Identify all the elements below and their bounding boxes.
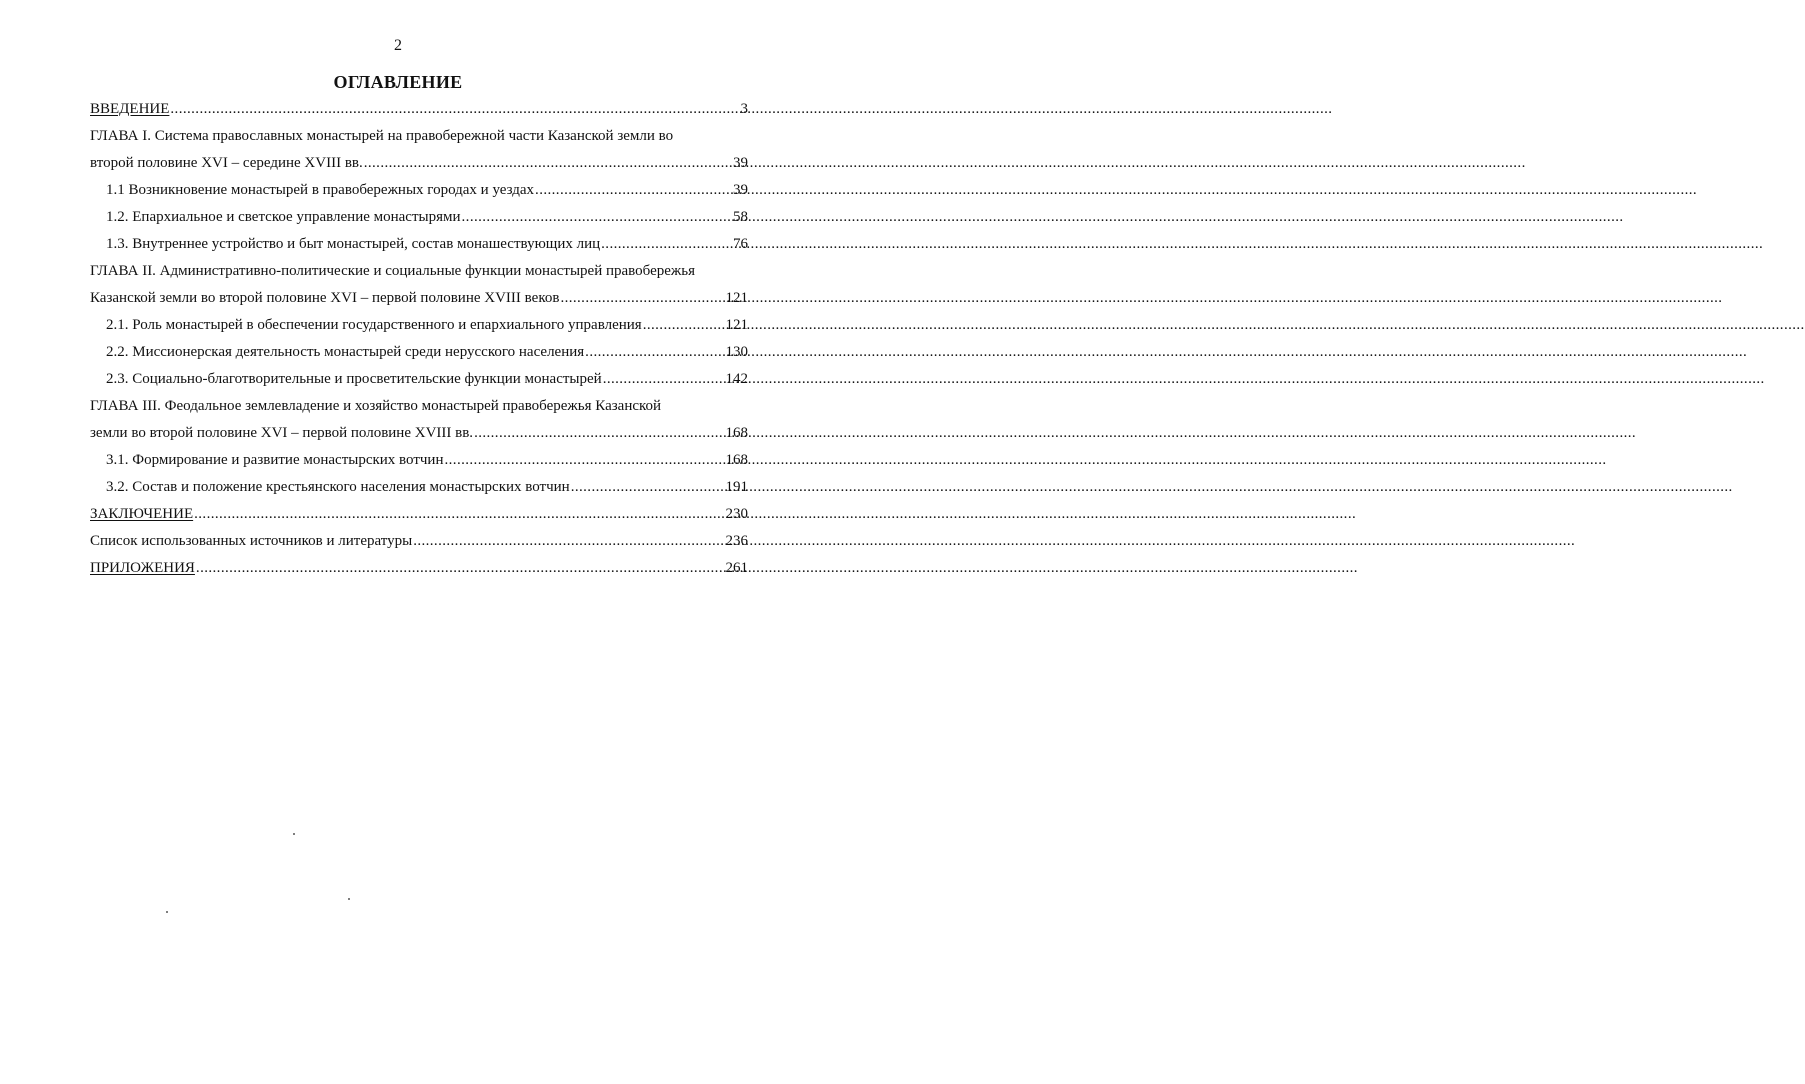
toc-page-number: 230: [725, 506, 748, 522]
dot-leader: [413, 528, 724, 555]
dot-leader: [585, 339, 724, 366]
dot-leader: [462, 204, 732, 231]
toc-entry[interactable]: [90, 177, 748, 204]
toc-entry-title: 2.2. Миссионерская деятельность монастырей среди нерусского населения: [106, 344, 585, 360]
dot-leader: [194, 501, 724, 528]
toc-entry-text-line: ГЛАВА II. Административно-политические и социальные функции монастырей правобережья: [90, 263, 695, 279]
toc-entry[interactable]: [90, 555, 748, 582]
toc-entry[interactable]: [90, 204, 748, 231]
toc-entry[interactable]: [90, 123, 748, 177]
toc-entry-title: второй половине XVI – середине XVIII вв.: [90, 155, 363, 171]
toc-page-number: 130: [725, 344, 748, 360]
dot-leader: [601, 231, 732, 258]
toc-entry-title: 3.2. Состав и положение крестьянского населения монастырских вотчин: [106, 479, 570, 495]
toc-entry[interactable]: [90, 474, 748, 501]
toc-page-number: 39: [733, 155, 748, 171]
toc-page-number: 3: [740, 101, 748, 117]
page-number: 2: [394, 37, 402, 54]
toc-page-number: 121: [725, 290, 748, 306]
dot-leader: [603, 366, 725, 393]
toc-entry-title: 2.1. Роль монастырей в обеспечении государственного и епархиального управления: [106, 317, 642, 333]
toc-page-number: 142: [725, 371, 748, 387]
toc-entry[interactable]: [90, 339, 748, 366]
dot-leader: [535, 177, 732, 204]
toc-entry-title: 1.3. Внутреннее устройство и быт монастырей, состав монашествующих лиц: [106, 236, 601, 252]
toc-page-number: 58: [733, 209, 748, 225]
dot-leader: [445, 447, 725, 474]
toc-entry-title: ПРИЛОЖЕНИЯ: [90, 560, 195, 576]
toc-entry-title: земли во второй половине XVI – первой половине XVIII вв.: [90, 425, 474, 441]
toc-entry[interactable]: [90, 96, 748, 123]
toc-entry[interactable]: [90, 447, 748, 474]
toc-entry-title: Казанской земли во второй половине XVI – первой половине XVIII веков: [90, 290, 560, 306]
toc-page-number: 261: [725, 560, 748, 576]
scan-speck: [293, 833, 295, 835]
toc-entry-title: 3.1. Формирование и развитие монастырских вотчин: [106, 452, 444, 468]
toc-entry-title: ВВЕДЕНИЕ: [90, 101, 170, 117]
dot-leader: [560, 285, 724, 312]
toc-page-number: 191: [725, 479, 748, 495]
dot-leader: [196, 555, 725, 582]
toc-entry[interactable]: [90, 366, 748, 393]
toc-entry[interactable]: [90, 231, 748, 258]
toc-page-number: 76: [733, 236, 748, 252]
table-of-contents: [90, 96, 748, 582]
toc-entry[interactable]: [90, 528, 748, 555]
toc-page-number: 121: [725, 317, 748, 333]
dot-leader: [364, 150, 732, 177]
toc-entry[interactable]: [90, 501, 748, 528]
toc-page-number: 39: [733, 182, 748, 198]
toc-entry-text-line: ГЛАВА III. Феодальное землевладение и хозяйство монастырей правобережья Казанской: [90, 398, 662, 414]
toc-page-number: 236: [725, 533, 748, 549]
dot-leader: [571, 474, 725, 501]
toc-page-number: 168: [725, 452, 748, 468]
dot-leader: [474, 420, 724, 447]
dot-leader: [170, 96, 739, 123]
toc-entry-title: Список использованных источников и литературы: [90, 533, 413, 549]
toc-entry-title: 1.1 Возникновение монастырей в правобережных городах и уездах: [106, 182, 535, 198]
toc-entry[interactable]: [90, 393, 748, 447]
dot-leader: [643, 312, 725, 339]
scan-speck: [348, 898, 350, 900]
toc-entry-text-line: ГЛАВА I. Система православных монастырей на правобережной части Казанской земли во: [90, 128, 674, 144]
toc-entry[interactable]: [90, 312, 748, 339]
scan-speck: [166, 911, 168, 913]
toc-entry-title: ЗАКЛЮЧЕНИЕ: [90, 506, 194, 522]
toc-page-number: 168: [725, 425, 748, 441]
toc-entry[interactable]: [90, 258, 748, 312]
toc-title: ОГЛАВЛЕНИЕ: [333, 72, 463, 92]
toc-entry-title: 1.2. Епархиальное и светское управление монастырями: [106, 209, 461, 225]
toc-entry-title: 2.3. Социально-благотворительные и просветительские функции монастырей: [106, 371, 602, 387]
